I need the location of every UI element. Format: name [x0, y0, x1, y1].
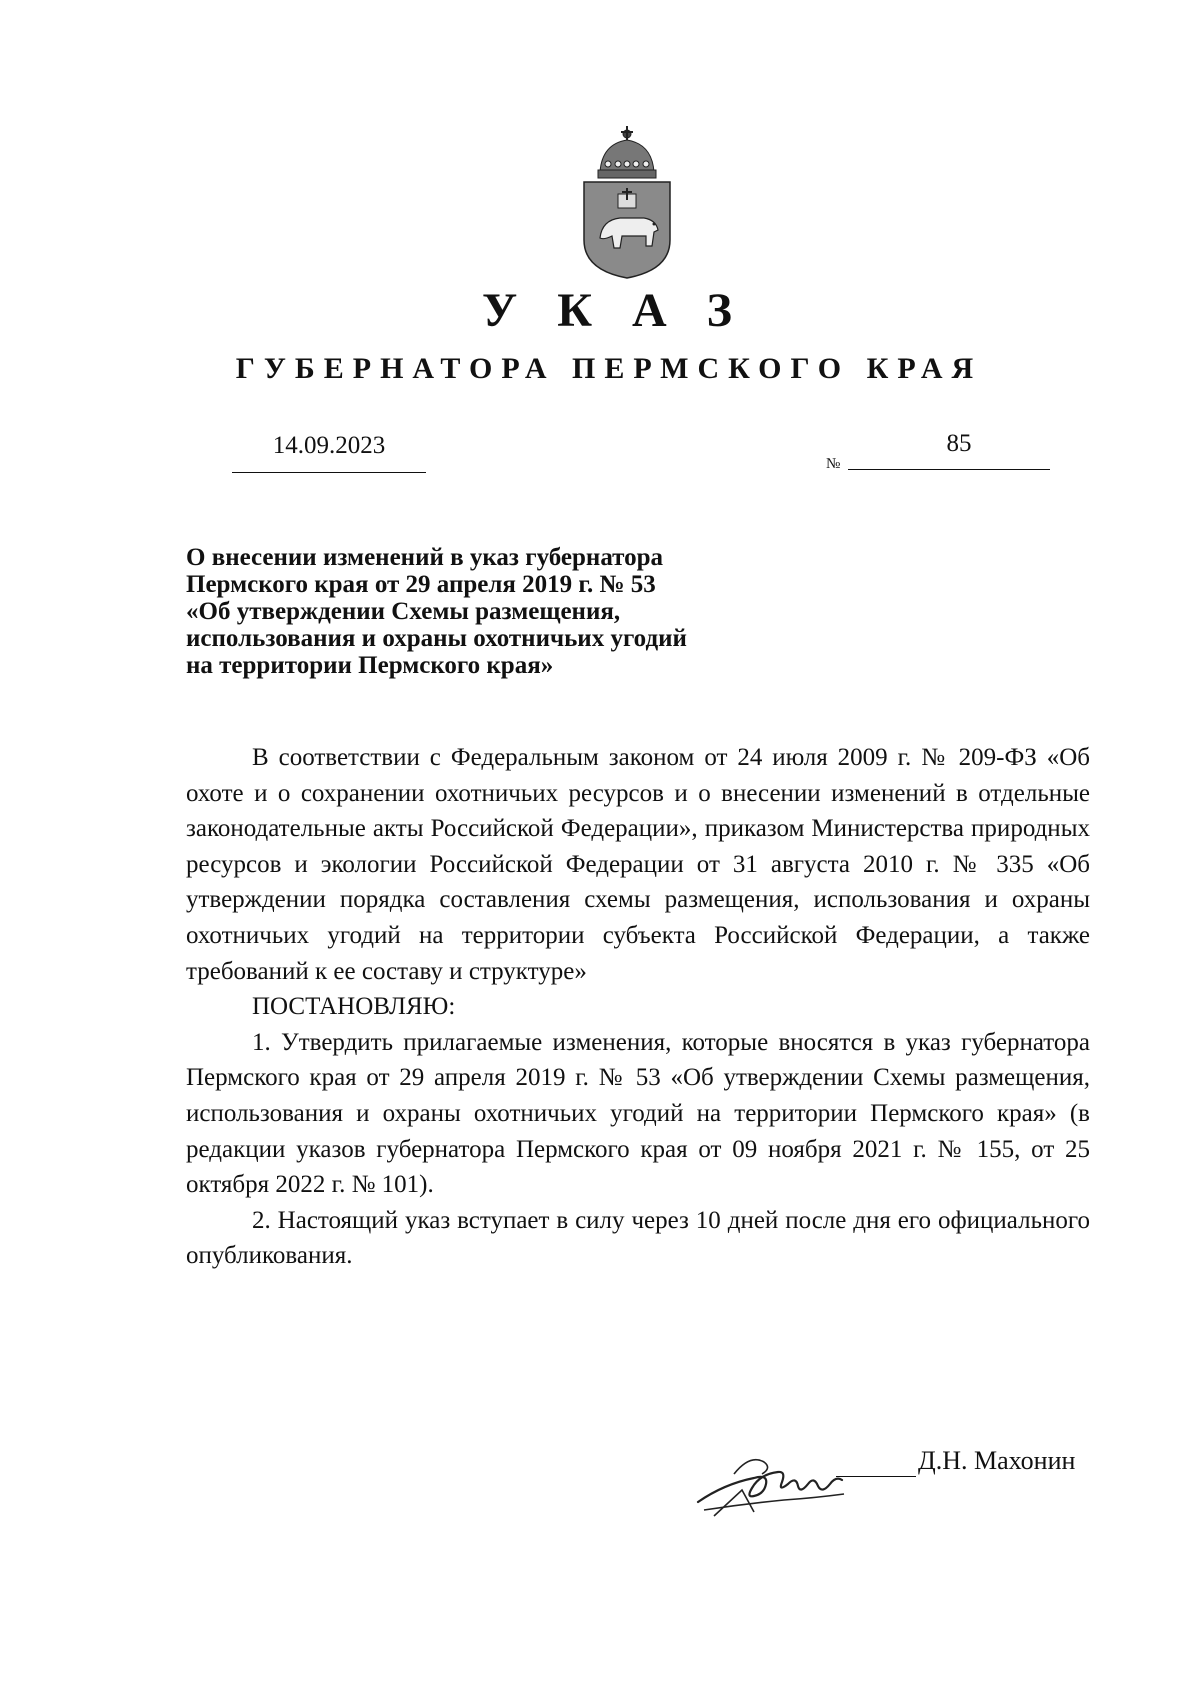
subject-line: «Об утверждении Схемы размещения, — [186, 598, 621, 625]
subject-line: Пермского края от 29 апреля 2019 г. № 53 — [186, 571, 656, 598]
decree-body — [186, 740, 1090, 1274]
preamble-paragraph: В соответствии с Федеральным законом от 24 июля 2009 г. № 209-ФЗ «Об охоте и о сохранении охотничьих ресурсов и о внесении изменений в отдельные законодательные акты Российской Федерации», приказом Министерства природных ресурсов и экологии Российской Федерации от 31 августа 2010 г. № 335 «Об утверждении порядка составления схемы размещения, использования и охраны охотничьих угодий на территории субъекта Российской Федерации, а также требований к ее составу и структуре» — [186, 744, 1090, 985]
decree-number-block — [826, 430, 1050, 472]
signature-line — [836, 1476, 916, 1477]
item-2-paragraph: 2. Настоящий указ вступает в силу через 10 дней после дня его официального опубликования. — [186, 1206, 1090, 1270]
subject-line: на территории Пермского края» — [186, 652, 554, 679]
document-subtitle: ГУБЕРНАТОРА ПЕРМСКОГО КРАЯ — [235, 352, 983, 385]
document-title: У К А З — [481, 284, 747, 337]
number-sign: № — [826, 456, 841, 472]
decree-date: 14.09.2023 — [232, 432, 426, 473]
decree-number: 85 — [946, 430, 972, 457]
decree-word: ПОСТАНОВЛЯЮ: — [252, 993, 456, 1021]
item-1-paragraph: 1. Утвердить прилагаемые изменения, которые вносятся в указ губернатора Пермского края от 29 апреля 2019 г. № 53 «Об утверждении Схемы размещения, использования и охраны охотничьих угодий на территории Пермского края» (в редакции указов губернатора Пермского края от 09 ноября 2021 г. № 155, от 25 октября 2022 г. № 101). — [186, 1028, 1090, 1199]
subject-line: О внесении изменений в указ губернатора — [186, 544, 664, 571]
decree-subject — [186, 544, 786, 679]
perm-krai-coat-of-arms-icon — [572, 120, 682, 280]
decree-number-field — [848, 430, 1050, 470]
handwritten-signature-icon — [694, 1444, 874, 1524]
signer-name: Д.Н. Махонин — [918, 1446, 1076, 1475]
subject-line: использования и охраны охотничьих угодий — [186, 625, 687, 652]
